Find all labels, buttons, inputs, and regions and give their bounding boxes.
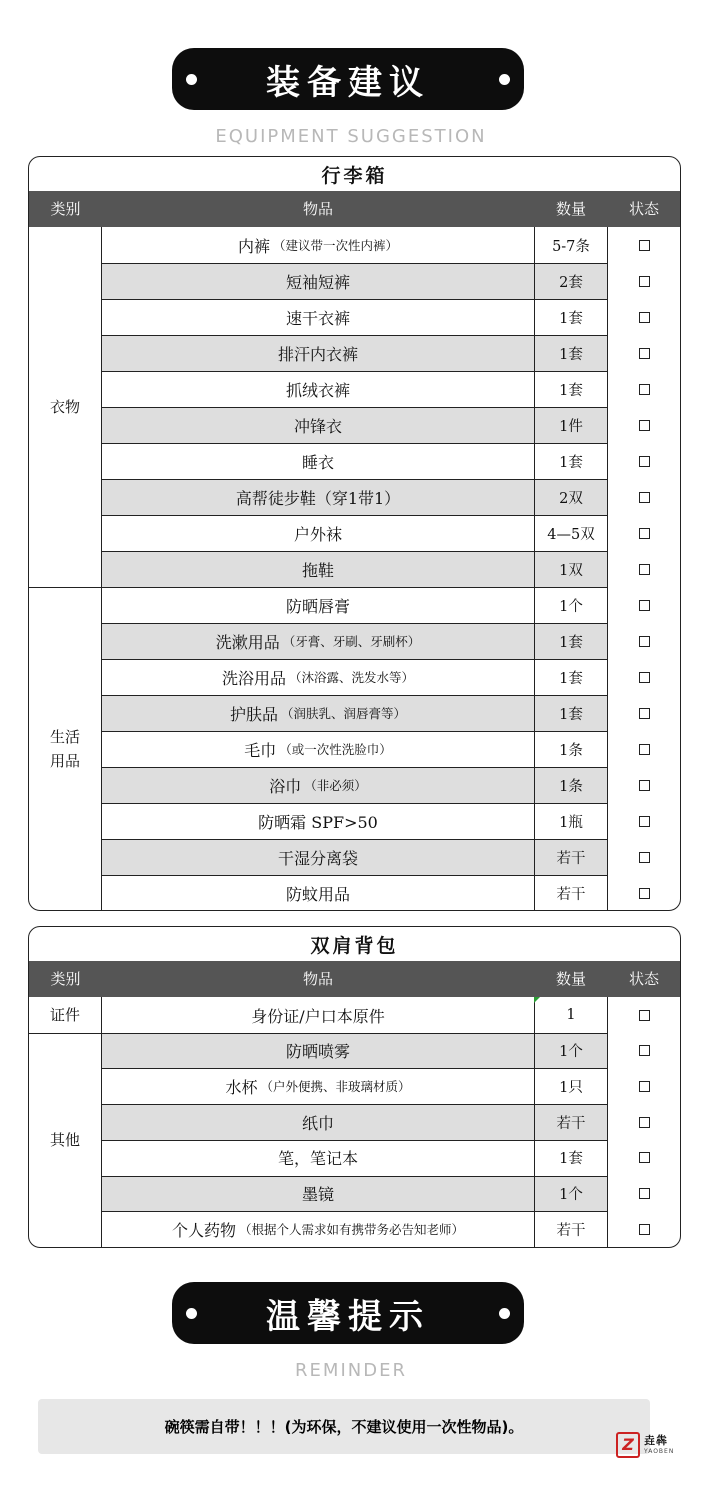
reminder-title-pill bbox=[172, 1282, 524, 1344]
row-divider bbox=[102, 335, 608, 336]
table-body bbox=[29, 997, 680, 1247]
row-divider bbox=[102, 767, 608, 768]
status-cell bbox=[608, 515, 680, 551]
luggage-card bbox=[28, 156, 681, 911]
status-cell bbox=[608, 407, 680, 443]
status-cell bbox=[608, 659, 680, 695]
qty-cell: 1件 bbox=[534, 407, 608, 443]
col-item: 物品 bbox=[302, 970, 333, 988]
item-name: 浴巾 bbox=[269, 776, 302, 796]
item-name: 速干衣裤 bbox=[285, 308, 350, 328]
status-checkbox[interactable] bbox=[639, 600, 650, 611]
item-name: 墨镜 bbox=[301, 1185, 334, 1204]
item-cell bbox=[102, 659, 534, 695]
status-cell bbox=[608, 587, 680, 623]
item-cell bbox=[102, 803, 534, 839]
qty-cell: 若干 bbox=[534, 839, 608, 875]
status-cell bbox=[608, 731, 680, 767]
col-qty: 数量 bbox=[555, 970, 586, 988]
pill-dot-right bbox=[499, 1308, 510, 1319]
status-checkbox[interactable] bbox=[639, 456, 650, 467]
item-cell bbox=[102, 767, 534, 803]
item-cell bbox=[102, 587, 534, 623]
col-item: 物品 bbox=[302, 200, 333, 218]
table-body bbox=[29, 227, 680, 910]
qty-cell: 1套 bbox=[534, 623, 608, 659]
table-row bbox=[102, 1068, 680, 1104]
status-cell bbox=[608, 803, 680, 839]
table-row bbox=[102, 695, 680, 731]
category-cell: 衣物 bbox=[29, 227, 102, 587]
table-row bbox=[102, 839, 680, 875]
qty-cell: 1套 bbox=[534, 371, 608, 407]
status-cell bbox=[608, 299, 680, 335]
status-cell bbox=[608, 227, 680, 263]
status-checkbox[interactable] bbox=[639, 384, 650, 395]
status-cell bbox=[608, 1176, 680, 1212]
cell-marker-icon bbox=[534, 997, 540, 1003]
table-row bbox=[102, 551, 680, 587]
row-divider bbox=[102, 371, 608, 372]
table-row bbox=[102, 731, 680, 767]
section-subtitle: EQUIPMENT SUGGESTION bbox=[215, 126, 487, 147]
card-title: 双肩背包 bbox=[310, 934, 399, 957]
item-name: 排汗内衣裤 bbox=[277, 344, 358, 364]
category-cell: 生活 用品 bbox=[29, 587, 102, 911]
item-cell bbox=[102, 263, 534, 299]
item-name: 笔，笔记本 bbox=[277, 1149, 358, 1169]
qty-cell: 1个 bbox=[534, 587, 608, 623]
section-title: 装备建议 bbox=[266, 62, 430, 103]
item-name: 水杯 bbox=[225, 1077, 258, 1097]
item-cell bbox=[102, 551, 534, 587]
item-note: （根据个人需求如有携带务必告知老师） bbox=[239, 1222, 465, 1238]
table-header bbox=[29, 191, 680, 227]
category-cell: 证件 bbox=[29, 997, 102, 1033]
status-cell bbox=[608, 443, 680, 479]
item-name: 个人药物 bbox=[171, 1220, 236, 1240]
row-divider bbox=[102, 1140, 608, 1141]
status-checkbox[interactable] bbox=[639, 564, 650, 575]
status-cell bbox=[608, 263, 680, 299]
row-divider bbox=[102, 659, 608, 660]
qty-cell: 1条 bbox=[534, 767, 608, 803]
status-cell bbox=[608, 695, 680, 731]
qty-cell: 1套 bbox=[534, 1140, 608, 1176]
qty-cell: 2套 bbox=[534, 263, 608, 299]
status-checkbox[interactable] bbox=[639, 240, 650, 251]
item-cell bbox=[102, 1104, 534, 1140]
status-cell bbox=[608, 371, 680, 407]
status-cell bbox=[608, 997, 680, 1033]
item-name: 身份证/户口本原件 bbox=[251, 1006, 385, 1026]
status-cell bbox=[608, 1104, 680, 1140]
item-cell bbox=[102, 875, 534, 911]
item-name: 睡衣 bbox=[301, 452, 334, 472]
qty-cell: 1个 bbox=[534, 1176, 608, 1212]
table-row bbox=[102, 443, 680, 479]
row-divider bbox=[102, 695, 608, 696]
row-divider bbox=[102, 839, 608, 840]
status-cell bbox=[608, 1140, 680, 1176]
item-name: 高帮徒步鞋（穿1带1） bbox=[235, 488, 401, 508]
status-checkbox[interactable] bbox=[639, 1224, 650, 1235]
qty-cell: 1套 bbox=[534, 695, 608, 731]
item-name: 防晒喷雾 bbox=[285, 1042, 350, 1062]
col-status: 状态 bbox=[628, 200, 659, 218]
table-row bbox=[102, 803, 680, 839]
status-checkbox[interactable] bbox=[639, 672, 650, 683]
row-divider bbox=[102, 623, 608, 624]
item-cell bbox=[102, 371, 534, 407]
status-checkbox[interactable] bbox=[639, 744, 650, 755]
item-cell bbox=[102, 1176, 534, 1212]
status-cell bbox=[608, 623, 680, 659]
item-name: 纸巾 bbox=[301, 1113, 334, 1133]
item-note: （牙膏、牙刷、牙刷杯） bbox=[282, 634, 421, 649]
table-row bbox=[102, 299, 680, 335]
section-title-pill bbox=[172, 48, 524, 110]
item-cell bbox=[102, 997, 534, 1033]
table-row bbox=[102, 407, 680, 443]
status-cell bbox=[608, 839, 680, 875]
status-checkbox[interactable] bbox=[639, 1081, 650, 1092]
table-row bbox=[102, 1176, 680, 1212]
row-divider bbox=[102, 1104, 608, 1105]
item-cell bbox=[102, 335, 534, 371]
row-divider bbox=[102, 551, 608, 552]
qty-cell: 1套 bbox=[534, 299, 608, 335]
item-cell bbox=[102, 623, 534, 659]
item-cell bbox=[102, 839, 534, 875]
category-divider bbox=[29, 1033, 102, 1034]
row-divider bbox=[102, 299, 608, 300]
col-category: 类别 bbox=[50, 970, 81, 988]
backpack-card bbox=[28, 926, 681, 1248]
qty-cell: 1双 bbox=[534, 551, 608, 587]
item-name: 短袖短裤 bbox=[285, 272, 350, 292]
item-note: （沐浴露、洗发水等） bbox=[289, 670, 415, 685]
qty-cell: 1瓶 bbox=[534, 803, 608, 839]
item-cell bbox=[102, 731, 534, 767]
table-row bbox=[102, 1033, 680, 1069]
row-divider bbox=[102, 731, 608, 732]
item-name: 防蚊用品 bbox=[285, 884, 350, 904]
qty-cell: 1套 bbox=[534, 443, 608, 479]
qty-cell: 2双 bbox=[534, 479, 608, 515]
pill-dot-right bbox=[499, 74, 510, 85]
qty-cell: 1个 bbox=[534, 1033, 608, 1069]
row-divider bbox=[102, 515, 608, 516]
status-checkbox[interactable] bbox=[639, 852, 650, 863]
table-row bbox=[102, 371, 680, 407]
item-note: （户外便携、非玻璃材质） bbox=[260, 1079, 411, 1095]
reminder-text: 碗筷需自带！！！(为环保，不建议使用一次性物品)。 bbox=[38, 1399, 650, 1454]
item-note: （或一次性洗脸巾） bbox=[279, 742, 392, 757]
item-name: 洗漱用品 bbox=[215, 632, 280, 652]
reminder-subtitle: REMINDER bbox=[295, 1360, 407, 1381]
row-divider bbox=[102, 263, 608, 264]
row-divider bbox=[102, 587, 608, 588]
item-name: 防晒霜 SPF>50 bbox=[258, 812, 378, 832]
item-name: 冲锋衣 bbox=[293, 416, 342, 436]
reminder-title: 温馨提示 bbox=[266, 1296, 430, 1337]
qty-cell: 1条 bbox=[534, 731, 608, 767]
row-divider bbox=[102, 1068, 608, 1069]
status-checkbox[interactable] bbox=[639, 1152, 650, 1163]
row-divider bbox=[102, 803, 608, 804]
item-name: 抓绒衣裤 bbox=[285, 380, 350, 400]
logo-mark-icon: Z bbox=[616, 1432, 640, 1458]
status-checkbox[interactable] bbox=[639, 276, 650, 287]
item-cell bbox=[102, 1211, 534, 1247]
card-title: 行李箱 bbox=[321, 164, 388, 187]
row-divider bbox=[102, 443, 608, 444]
status-checkbox[interactable] bbox=[639, 1188, 650, 1199]
table-row bbox=[102, 1140, 680, 1176]
status-checkbox[interactable] bbox=[639, 528, 650, 539]
table-row bbox=[102, 263, 680, 299]
status-checkbox[interactable] bbox=[639, 492, 650, 503]
qty-cell: 1 bbox=[534, 997, 608, 1033]
col-qty: 数量 bbox=[555, 200, 586, 218]
table-row bbox=[102, 587, 680, 623]
item-cell bbox=[102, 515, 534, 551]
item-name: 干湿分离袋 bbox=[277, 848, 358, 868]
row-divider bbox=[102, 1033, 608, 1034]
status-cell bbox=[608, 875, 680, 911]
category-cell: 其他 bbox=[29, 1033, 102, 1247]
pill-dot-left bbox=[186, 74, 197, 85]
item-note: （润肤乳、润唇膏等） bbox=[281, 706, 407, 721]
status-checkbox[interactable] bbox=[639, 888, 650, 899]
item-name: 户外袜 bbox=[293, 524, 342, 544]
status-checkbox[interactable] bbox=[639, 816, 650, 827]
row-divider bbox=[102, 1211, 608, 1212]
item-name: 护肤品 bbox=[229, 704, 278, 724]
qty-cell: 若干 bbox=[534, 1104, 608, 1140]
row-divider bbox=[102, 407, 608, 408]
status-checkbox[interactable] bbox=[639, 348, 650, 359]
status-checkbox[interactable] bbox=[639, 1117, 650, 1128]
table-row bbox=[102, 1211, 680, 1247]
status-checkbox[interactable] bbox=[639, 780, 650, 791]
status-checkbox[interactable] bbox=[639, 1010, 650, 1021]
status-checkbox[interactable] bbox=[639, 636, 650, 647]
item-cell bbox=[102, 1033, 534, 1069]
brand-logo bbox=[616, 1432, 686, 1462]
table-row bbox=[102, 227, 680, 263]
status-cell bbox=[608, 1211, 680, 1247]
row-divider bbox=[102, 1176, 608, 1177]
qty-cell: 1套 bbox=[534, 335, 608, 371]
status-cell bbox=[608, 1068, 680, 1104]
status-cell bbox=[608, 1033, 680, 1069]
item-name: 内裤 bbox=[237, 236, 270, 256]
table-row bbox=[102, 875, 680, 911]
item-note: （非必须） bbox=[304, 778, 367, 793]
status-cell bbox=[608, 551, 680, 587]
item-name: 毛巾 bbox=[244, 740, 277, 760]
table-row bbox=[102, 479, 680, 515]
item-cell bbox=[102, 227, 534, 263]
item-cell bbox=[102, 695, 534, 731]
row-divider bbox=[102, 875, 608, 876]
qty-cell: 若干 bbox=[534, 875, 608, 911]
item-cell bbox=[102, 407, 534, 443]
table-row bbox=[102, 767, 680, 803]
status-checkbox[interactable] bbox=[639, 708, 650, 719]
table-row bbox=[102, 623, 680, 659]
item-name: 防晒唇膏 bbox=[285, 596, 350, 616]
item-name: 洗浴用品 bbox=[221, 668, 286, 688]
item-cell bbox=[102, 1068, 534, 1104]
status-checkbox[interactable] bbox=[639, 312, 650, 323]
table-row bbox=[102, 335, 680, 371]
row-divider bbox=[102, 479, 608, 480]
category-divider bbox=[29, 587, 102, 588]
table-row bbox=[102, 1104, 680, 1140]
col-category: 类别 bbox=[50, 200, 81, 218]
table-row bbox=[102, 659, 680, 695]
qty-cell: 5-7条 bbox=[534, 227, 608, 263]
status-cell bbox=[608, 479, 680, 515]
status-checkbox[interactable] bbox=[639, 420, 650, 431]
item-name: 拖鞋 bbox=[301, 560, 334, 580]
table-row bbox=[102, 515, 680, 551]
qty-cell: 4—5双 bbox=[534, 515, 608, 551]
status-cell bbox=[608, 767, 680, 803]
col-status: 状态 bbox=[628, 970, 659, 988]
qty-cell: 1只 bbox=[534, 1068, 608, 1104]
item-note: （建议带一次性内裤） bbox=[273, 238, 399, 253]
qty-cell: 1套 bbox=[534, 659, 608, 695]
status-checkbox[interactable] bbox=[639, 1045, 650, 1056]
item-cell bbox=[102, 1140, 534, 1176]
pill-dot-left bbox=[186, 1308, 197, 1319]
qty-cell: 若干 bbox=[534, 1211, 608, 1247]
table-header bbox=[29, 961, 680, 997]
status-cell bbox=[608, 335, 680, 371]
item-cell bbox=[102, 479, 534, 515]
logo-name: 垚犇 bbox=[644, 1434, 668, 1447]
item-cell bbox=[102, 299, 534, 335]
table-row bbox=[102, 997, 680, 1033]
logo-sub: YAOBEN bbox=[644, 1448, 675, 1455]
item-cell bbox=[102, 443, 534, 479]
